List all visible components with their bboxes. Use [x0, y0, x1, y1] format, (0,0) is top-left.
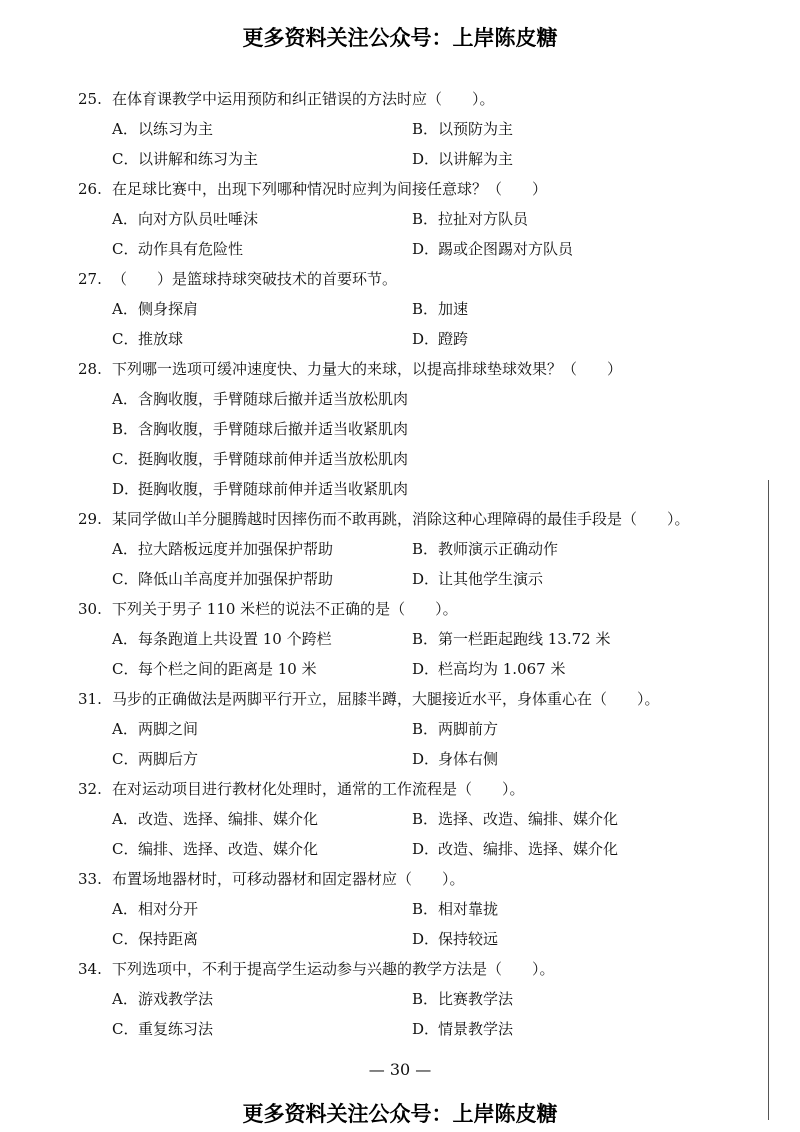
- option-c: C．两脚后方: [112, 750, 199, 768]
- option-c: C．每个栏之间的距离是 10 米: [112, 660, 317, 678]
- option-c: C．推放球: [112, 330, 184, 348]
- option-row: [78, 654, 758, 684]
- page-number: — 30 —: [368, 1060, 432, 1079]
- option-b: B．相对靠拢: [412, 900, 499, 918]
- question-number: 30.: [78, 600, 102, 618]
- question-26: [78, 174, 758, 204]
- option-row: [78, 414, 758, 444]
- option-d: D．保持较远: [412, 930, 499, 948]
- option-c: C．以讲解和练习为主: [112, 150, 259, 168]
- option-d: D．蹬跨: [412, 330, 469, 348]
- option-a: A．含胸收腹，手臂随球后撤并适当放松肌肉: [112, 390, 409, 408]
- option-a: A．拉大踏板远度并加强保护帮助: [112, 540, 334, 558]
- option-b: B．加速: [412, 300, 469, 318]
- option-b: B．以预防为主: [412, 120, 514, 138]
- option-b: B．拉扯对方队员: [412, 210, 529, 228]
- question-number: 33.: [78, 870, 102, 888]
- option-c: C．保持距离: [112, 930, 199, 948]
- question-stem: 某同学做山羊分腿腾越时因摔伤而不敢再跳，消除这种心理障碍的最佳手段是（ ）。: [112, 510, 690, 528]
- question-stem: 在体育课教学中运用预防和纠正错误的方法时应（ ）。: [112, 90, 495, 108]
- option-c: C．重复练习法: [112, 1020, 214, 1038]
- option-d: D．情景教学法: [412, 1020, 514, 1038]
- option-b: B．选择、改造、编排、媒介化: [412, 810, 619, 828]
- option-row: [78, 924, 758, 954]
- option-row: [78, 324, 758, 354]
- option-a: A．游戏教学法: [112, 990, 214, 1008]
- option-row: [78, 1014, 758, 1044]
- question-stem: 下列哪一选项可缓冲速度快、力量大的来球，以提高排球垫球效果？（ ）: [112, 360, 623, 378]
- page-header: 更多资料关注公众号：上岸陈皮糖: [242, 26, 558, 50]
- option-b: B．教师演示正确动作: [412, 540, 559, 558]
- question-stem: 下列选项中，不利于提高学生运动参与兴趣的教学方法是（ ）。: [112, 960, 555, 978]
- question-stem: （ ）是篮球持球突破技术的首要环节。: [112, 270, 398, 288]
- option-d: D．挺胸收腹，手臂随球前伸并适当收紧肌肉: [112, 480, 409, 498]
- question-31: [78, 684, 758, 714]
- option-row: [78, 804, 758, 834]
- question-stem: 下列关于男子 110 米栏的说法不正确的是（ ）。: [112, 600, 458, 618]
- question-34: [78, 954, 758, 984]
- question-number: 34.: [78, 960, 102, 978]
- option-row: [78, 984, 758, 1014]
- option-b: B．第一栏距起跑线 13.72 米: [412, 630, 611, 648]
- question-32: [78, 774, 758, 804]
- question-25: [78, 84, 758, 114]
- option-row: [78, 744, 758, 774]
- question-28: [78, 354, 758, 384]
- scan-edge-line: [768, 480, 769, 1120]
- option-d: D．以讲解为主: [412, 150, 514, 168]
- option-row: [78, 834, 758, 864]
- option-b: B．两脚前方: [412, 720, 499, 738]
- option-row: [78, 894, 758, 924]
- option-row: [78, 534, 758, 564]
- question-number: 28.: [78, 360, 102, 378]
- option-row: [78, 144, 758, 174]
- option-a: A．两脚之间: [112, 720, 199, 738]
- option-row: [78, 564, 758, 594]
- question-stem: 马步的正确做法是两脚平行开立，屈膝半蹲，大腿接近水平，身体重心在（ ）。: [112, 690, 660, 708]
- question-number: 32.: [78, 780, 102, 798]
- option-d: D．踢或企图踢对方队员: [412, 240, 574, 258]
- option-c: C．编排、选择、改造、媒介化: [112, 840, 319, 858]
- question-27: [78, 264, 758, 294]
- option-row: [78, 444, 758, 474]
- option-row: [78, 114, 758, 144]
- option-a: A．相对分开: [112, 900, 199, 918]
- option-a: A．以练习为主: [112, 120, 214, 138]
- question-number: 27.: [78, 270, 102, 288]
- option-b: B．含胸收腹，手臂随球后撤并适当收紧肌肉: [112, 420, 409, 438]
- question-list: [78, 84, 758, 1044]
- option-c: C．降低山羊高度并加强保护帮助: [112, 570, 334, 588]
- option-row: [78, 384, 758, 414]
- question-number: 29.: [78, 510, 102, 528]
- option-a: A．改造、选择、编排、媒介化: [112, 810, 319, 828]
- option-c: C．挺胸收腹，手臂随球前伸并适当放松肌肉: [112, 450, 409, 468]
- option-d: D．让其他学生演示: [412, 570, 544, 588]
- question-number: 25.: [78, 90, 102, 108]
- option-d: D．栏高均为 1.067 米: [412, 660, 566, 678]
- option-d: D．改造、编排、选择、媒介化: [412, 840, 619, 858]
- option-a: A．每条跑道上共设置 10 个跨栏: [112, 630, 332, 648]
- option-a: A．侧身探肩: [112, 300, 199, 318]
- option-b: B．比赛教学法: [412, 990, 514, 1008]
- question-stem: 在对运动项目进行教材化处理时，通常的工作流程是（ ）。: [112, 780, 525, 798]
- question-33: [78, 864, 758, 894]
- option-c: C．动作具有危险性: [112, 240, 244, 258]
- option-row: [78, 234, 758, 264]
- option-row: [78, 204, 758, 234]
- question-number: 31.: [78, 690, 102, 708]
- question-30: [78, 594, 758, 624]
- page-footer: 更多资料关注公众号：上岸陈皮糖: [242, 1102, 558, 1126]
- option-a: A．向对方队员吐唾沫: [112, 210, 259, 228]
- question-stem: 布置场地器材时，可移动器材和固定器材应（ ）。: [112, 870, 465, 888]
- option-row: [78, 294, 758, 324]
- question-number: 26.: [78, 180, 102, 198]
- option-row: [78, 624, 758, 654]
- question-29: [78, 504, 758, 534]
- question-stem: 在足球比赛中，出现下列哪种情况时应判为间接任意球？（ ）: [112, 180, 548, 198]
- option-row: [78, 714, 758, 744]
- option-row: [78, 474, 758, 504]
- option-d: D．身体右侧: [412, 750, 499, 768]
